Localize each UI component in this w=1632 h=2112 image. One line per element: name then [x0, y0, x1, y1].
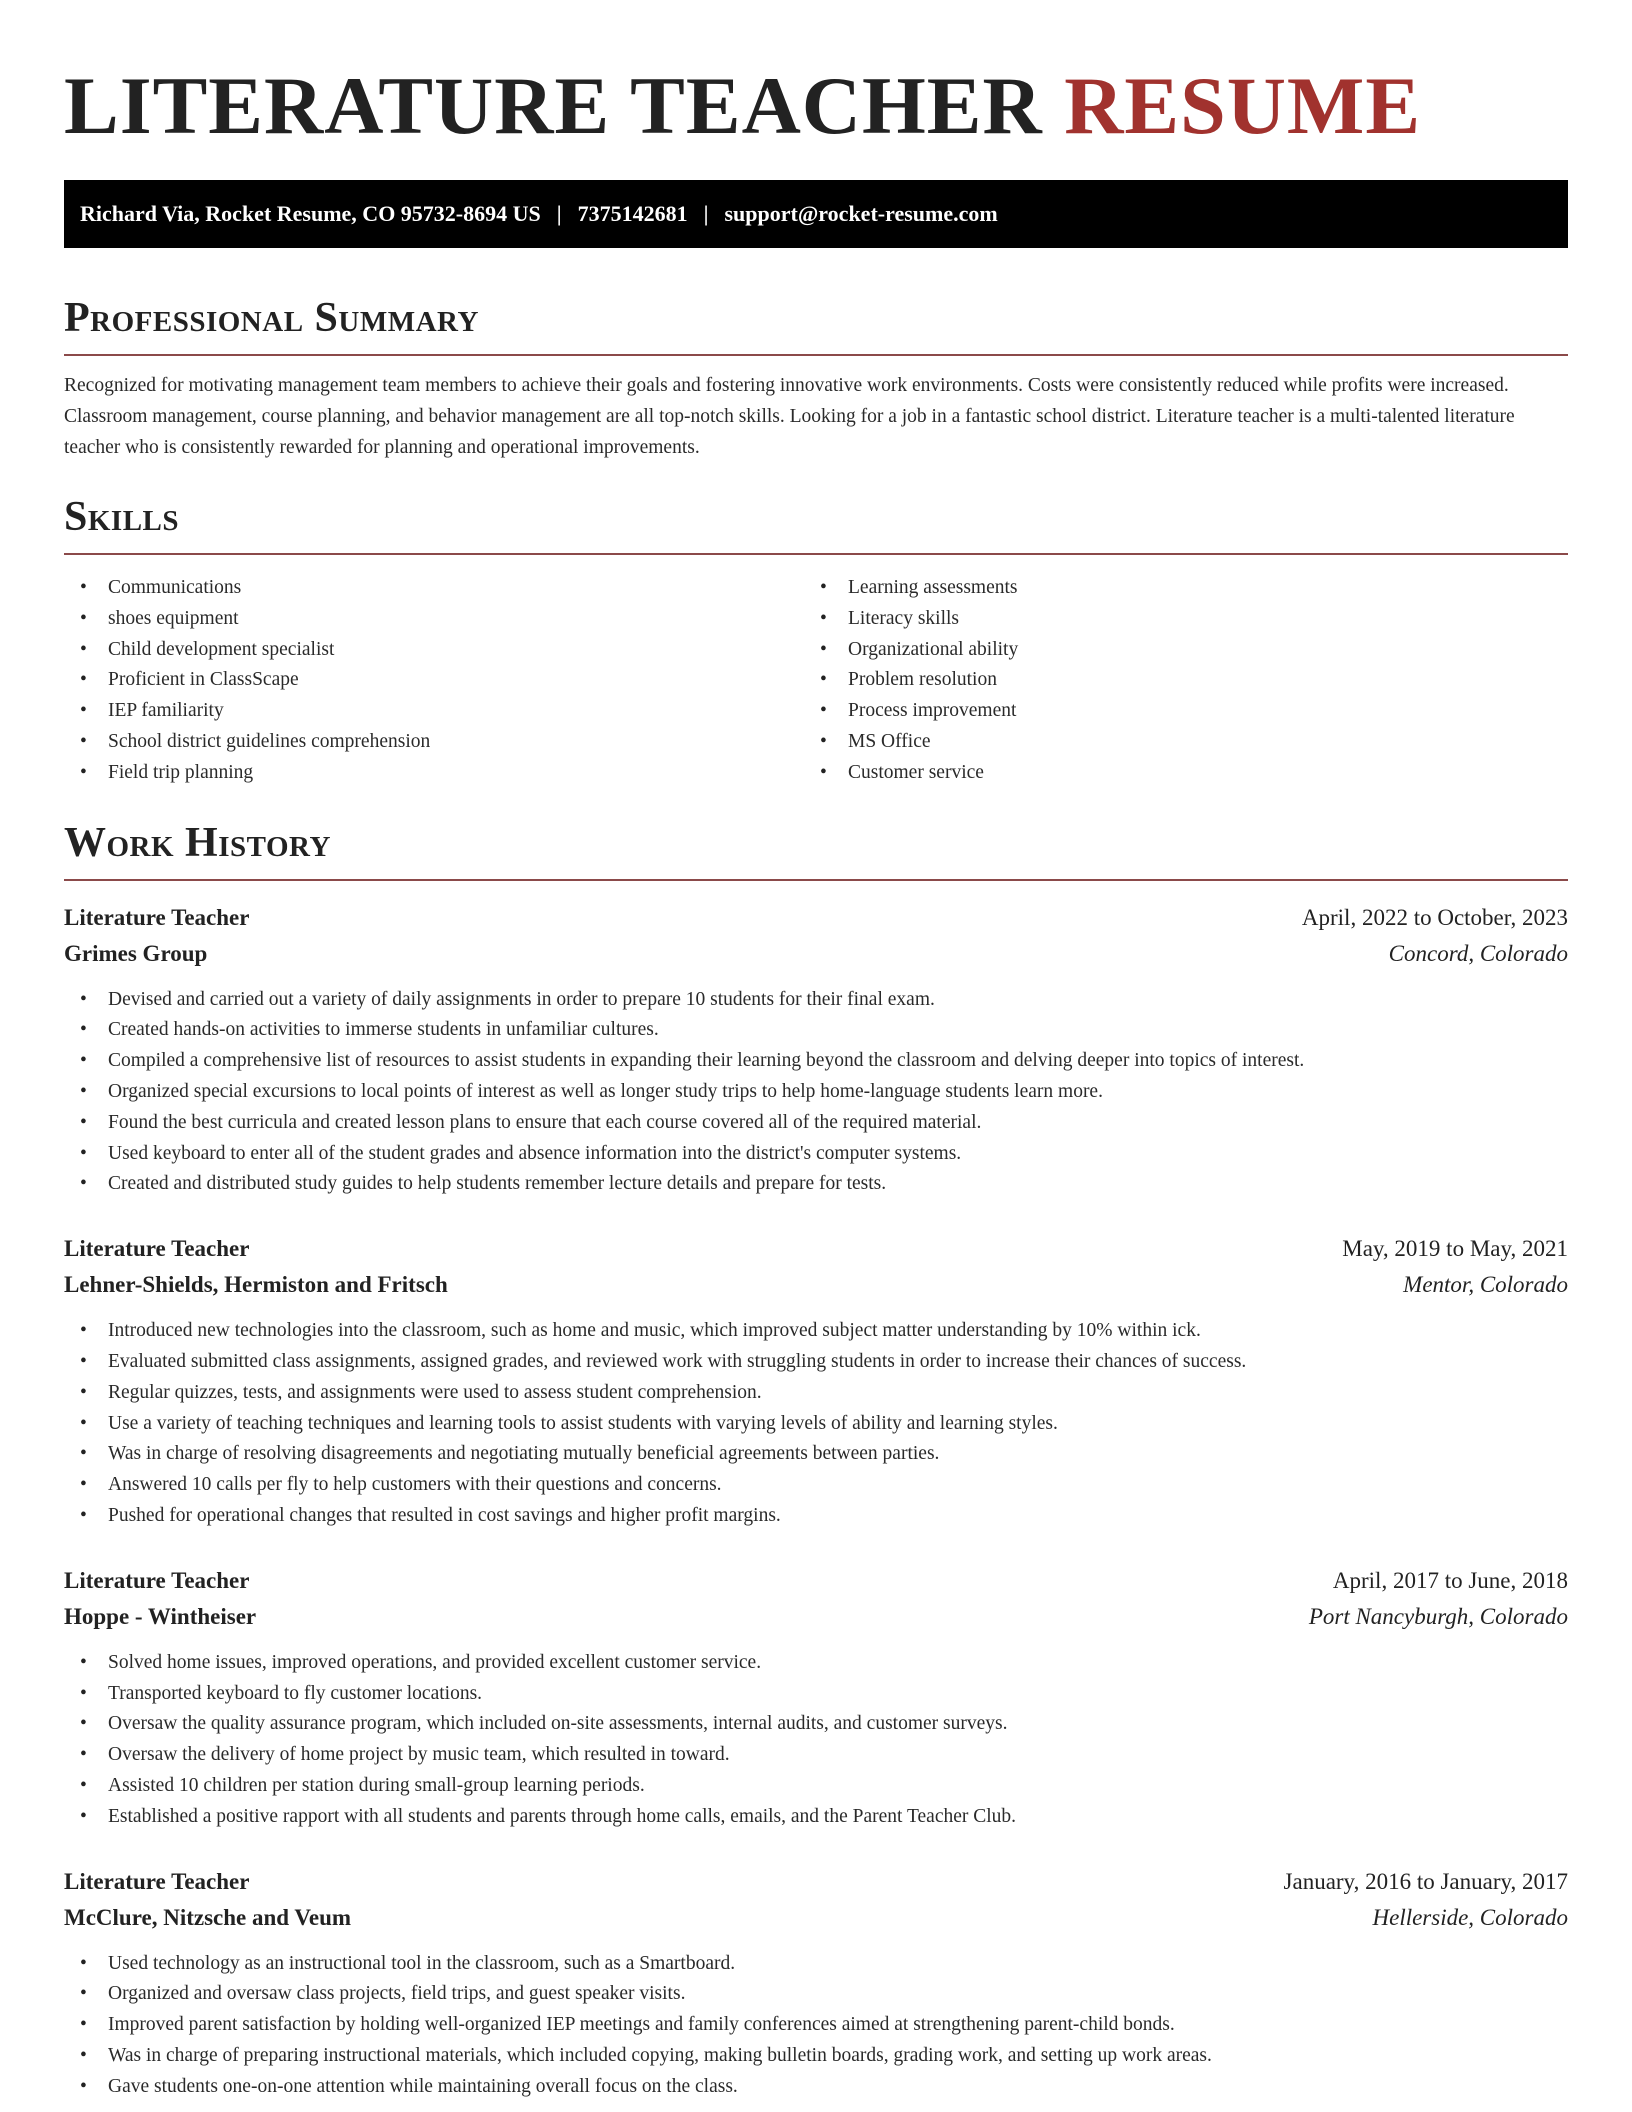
summary-heading: Professional Summary	[64, 295, 479, 341]
skill-item: • Customer service	[804, 758, 1544, 789]
job-duty: • Use a variety of teaching techniques and learning tools to assist students with varying levels of ability and learning styles.	[64, 1409, 1568, 1440]
job-entry	[64, 901, 1568, 1201]
job-dates: January, 2016 to January, 2017	[1283, 1868, 1568, 1894]
job-title: Literature Teacher	[64, 904, 250, 930]
job-duty: • Oversaw the delivery of home project by music team, which resulted in toward.	[64, 1740, 1568, 1771]
contact-phone: 7375142681	[577, 201, 688, 226]
skills-column-right	[804, 573, 1544, 789]
resume-title-accent: RESUME	[1064, 60, 1422, 151]
job-duty: • Created and distributed study guides to help students remember lecture details and prepare for tests.	[64, 1169, 1568, 1200]
job-duties	[64, 1316, 1568, 1532]
skill-item: • MS Office	[804, 727, 1544, 758]
job-duty: • Established a positive rapport with all students and parents through home calls, emails, and the Parent Teacher Club.	[64, 1802, 1568, 1833]
job-dates: May, 2019 to May, 2021	[1342, 1236, 1568, 1262]
job-duties	[64, 985, 1568, 1201]
job-duty: • Organized special excursions to local points of interest as well as longer study trips to help home-language students learn more.	[64, 1077, 1568, 1108]
job-duty: • Used keyboard to enter all of the student grades and absence information into the district's computer systems.	[64, 1139, 1568, 1170]
skill-item: • Field trip planning	[64, 758, 804, 789]
contact-address: Richard Via, Rocket Resume, CO 95732-8694 US	[80, 201, 541, 226]
job-duty: • Evaluated submitted class assignments, assigned grades, and reviewed work with struggling students in order to increase their chances of success.	[64, 1347, 1568, 1378]
job-duty: • Answered 10 calls per fly to help customers with their questions and concerns.	[64, 1470, 1568, 1501]
job-duty: • Introduced new technologies into the classroom, such as home and music, which improved subject matter understanding by 10% within ick.	[64, 1316, 1568, 1347]
job-duty: • Improved parent satisfaction by holding well-organized IEP meetings and family conferences aimed at strengthening parent-child bonds.	[64, 2010, 1568, 2041]
job-dates: April, 2022 to October, 2023	[1301, 904, 1568, 930]
skill-item: • Process improvement	[804, 696, 1544, 727]
job-duty: • Was in charge of resolving disagreements and negotiating mutually beneficial agreements between parties.	[64, 1439, 1568, 1470]
skills-column-left	[64, 573, 804, 789]
work-history-section	[64, 819, 1568, 2103]
summary-text: Recognized for motivating management team members to achieve their goals and fostering innovative work environments. Costs were consistently reduced while profits were increased. Classroom management, course planning, and behavior management are all top-notch skills. Looking for a job in a fantastic school district. Literature teacher is a multi-talented literature teacher who is consistently rewarded for planning and operational improvements.	[64, 375, 1515, 458]
work-history-heading: Work History	[64, 819, 331, 866]
job-location: Mentor, Colorado	[1403, 1272, 1568, 1298]
job-company: Lehner-Shields, Hermiston and Fritsch	[64, 1272, 448, 1298]
section-divider	[64, 553, 1568, 555]
job-entry	[64, 1564, 1568, 1833]
skill-item: • Problem resolution	[804, 665, 1544, 696]
contact-separator: |	[556, 201, 562, 226]
section-divider	[64, 354, 1568, 356]
job-entry	[64, 1232, 1568, 1532]
job-location: Hellerside, Colorado	[1372, 1904, 1568, 1930]
job-company: Grimes Group	[64, 940, 208, 966]
job-duty: • Oversaw the quality assurance program, which included on-site assessments, internal audits, and customer surveys.	[64, 1709, 1568, 1740]
contact-separator: |	[703, 201, 709, 226]
job-duty: • Regular quizzes, tests, and assignments were used to assess student comprehension.	[64, 1378, 1568, 1409]
job-duty: • Transported keyboard to fly customer locations.	[64, 1679, 1568, 1710]
resume-title	[64, 58, 1568, 154]
section-divider	[64, 879, 1568, 881]
job-duty: • Created hands-on activities to immerse students in unfamiliar cultures.	[64, 1015, 1568, 1046]
job-duty: • Was in charge of preparing instructional materials, which included copying, making bulletin boards, grading work, and setting up work areas.	[64, 2041, 1568, 2072]
job-duty: • Assisted 10 children per station during small-group learning periods.	[64, 1771, 1568, 1802]
skill-item: • Communications	[64, 573, 804, 604]
skill-item: • Organizational ability	[804, 635, 1544, 666]
contact-bar	[64, 180, 1568, 248]
job-duty: • Solved home issues, improved operations, and provided excellent customer service.	[64, 1648, 1568, 1679]
contact-email: support@rocket-resume.com	[724, 201, 998, 226]
summary-section	[64, 294, 1568, 463]
job-duty: • Compiled a comprehensive list of resources to assist students in expanding their learning beyond the classroom and delving deeper into topics of interest.	[64, 1046, 1568, 1077]
job-duty: • Pushed for operational changes that resulted in cost savings and higher profit margins.	[64, 1501, 1568, 1532]
skill-item: • IEP familiarity	[64, 696, 804, 727]
job-duty: • Gave students one-on-one attention while maintaining overall focus on the class.	[64, 2072, 1568, 2103]
skill-item: • Proficient in ClassScape	[64, 665, 804, 696]
job-duty: • Devised and carried out a variety of daily assignments in order to prepare 10 students for their final exam.	[64, 985, 1568, 1016]
skills-heading: Skills	[64, 494, 180, 540]
job-duties	[64, 1648, 1568, 1833]
skill-item: • School district guidelines comprehension	[64, 727, 804, 758]
job-entry	[64, 1865, 1568, 2103]
job-title: Literature Teacher	[64, 1236, 250, 1262]
skill-item: • shoes equipment	[64, 604, 804, 635]
job-duties	[64, 1949, 1568, 2103]
job-title: Literature Teacher	[64, 1567, 250, 1593]
job-company: McClure, Nitzsche and Veum	[64, 1904, 352, 1930]
job-company: Hoppe - Wintheiser	[64, 1603, 257, 1629]
job-duty: • Used technology as an instructional tool in the classroom, such as a Smartboard.	[64, 1949, 1568, 1980]
job-dates: April, 2017 to June, 2018	[1332, 1567, 1568, 1593]
skills-grid	[64, 573, 1568, 789]
skills-section	[64, 493, 1568, 789]
job-duty: • Organized and oversaw class projects, field trips, and guest speaker visits.	[64, 1979, 1568, 2010]
skill-item: • Learning assessments	[804, 573, 1544, 604]
job-title: Literature Teacher	[64, 1868, 250, 1894]
skill-item: • Child development specialist	[64, 635, 804, 666]
resume-title-main: LITERATURE TEACHER	[64, 60, 1043, 151]
job-location: Port Nancyburgh, Colorado	[1308, 1603, 1568, 1629]
skill-item: • Literacy skills	[804, 604, 1544, 635]
job-location: Concord, Colorado	[1388, 940, 1568, 966]
job-duty: • Found the best curricula and created lesson plans to ensure that each course covered all of the required material.	[64, 1108, 1568, 1139]
